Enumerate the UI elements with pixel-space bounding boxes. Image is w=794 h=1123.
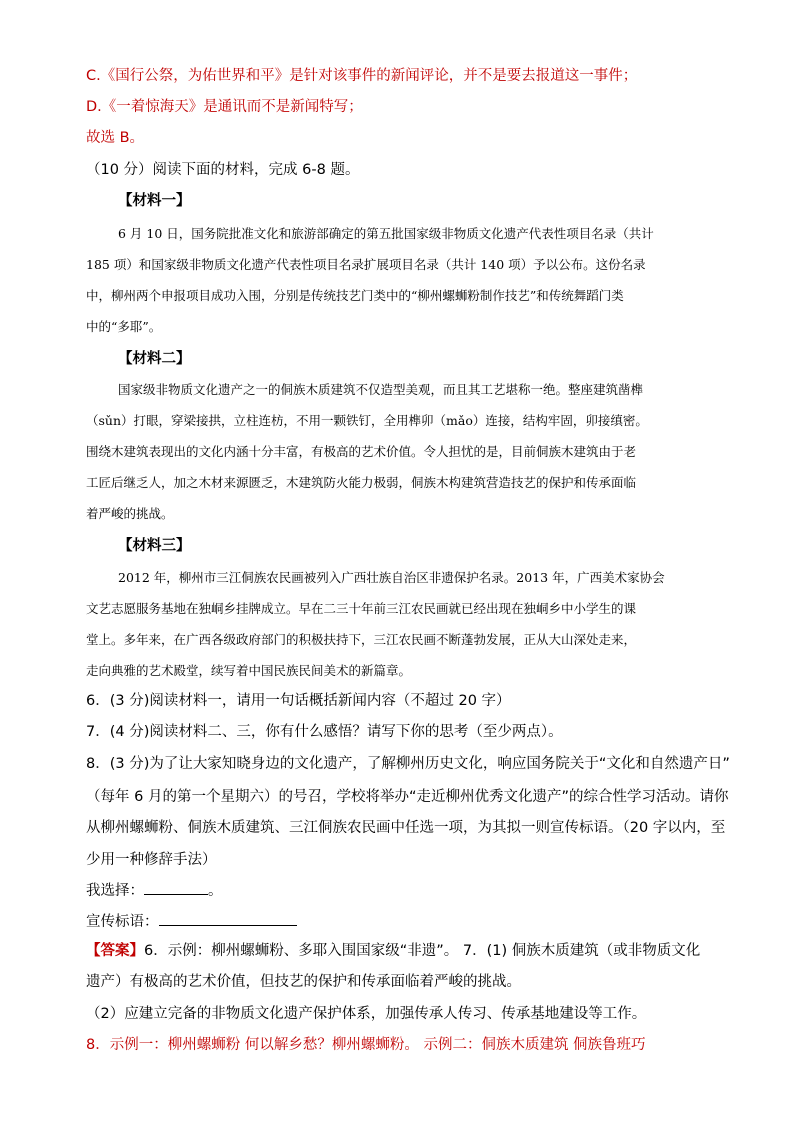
question-8-line: 8．(3 分)为了让大家知晓身边的文化遗产，了解柳州历史文化，响应国务院关于“文化和自然遗产日”: [86, 756, 730, 772]
question-6: 6．(3 分)阅读材料一，请用一句话概括新闻内容（不超过 20 字）: [86, 693, 511, 709]
option-c-analysis: C.《国行公祭，为佑世界和平》是针对该事件的新闻评论，并不是要去报道这一事件；: [86, 68, 638, 84]
material-one-line: 中，柳州两个申报项目成功入围，分别是传统技艺门类中的“柳州螺蛳粉制作技艺”和传统舞蹈门类: [86, 288, 624, 303]
material-three-line: 堂上。多年来，在广西各级政府部门的积极扶持下，三江农民画不断蓬勃发展，正从大山深处走来，: [86, 632, 637, 647]
question-7: 7．(4 分)阅读材料二、三，你有什么感悟？请写下你的思考（至少两点）。: [86, 724, 563, 740]
answer-8-line: [86, 1035, 646, 1055]
slogan-blank[interactable]: [159, 911, 297, 926]
answer-8-number: 8．: [86, 1037, 110, 1053]
choice-prompt: [86, 880, 223, 901]
answer-choice: 故选 B。: [86, 130, 145, 146]
answer-line: 遗产）有极高的艺术价值，但技艺的保护和传承面临着严峻的挑战。: [86, 974, 521, 990]
material-two-line: 着严峻的挑战。: [86, 506, 174, 521]
question-8-line: 少用一种修辞手法）: [86, 852, 217, 868]
choice-period: 。: [208, 883, 223, 899]
material-two-line: 围绕木建筑表现出的文化内涵十分丰富，有极高的艺术价值。令人担忧的是，目前侗族木建筑由于老: [86, 444, 637, 459]
question-8-line: 从柳州螺蛳粉、侗族木质建筑、三江侗族农民画中任选一项，为其拟一则宣传标语。（20 字以内，至: [86, 820, 726, 836]
answer-8-text: 示例一：柳州螺蛳粉 何以解乡愁？柳州螺蛳粉。 示例二：侗族木质建筑 侗族鲁班巧: [109, 1037, 646, 1053]
material-one-line: 中的“多耶”。: [86, 319, 162, 334]
material-two-line: 工匠后继乏人，加之木材来源匮乏，木建筑防火能力极弱，侗族木构建筑营造技艺的保护和传承面临: [86, 475, 637, 490]
option-d-analysis: D.《一着惊海天》是通讯而不是新闻特写；: [86, 99, 363, 115]
slogan-prompt: [86, 911, 297, 932]
material-two-line: （sǔn）打眼，穿梁接拱，立柱连枋，不用一颗铁钉，全用榫卯（mǎo）连接，结构牢固，卯接缜密。: [86, 413, 648, 428]
material-three-line: 文艺志愿服务基地在独峒乡挂牌成立。早在二三十年前三江农民画就已经出现在独峒乡中小学生的课: [86, 601, 637, 616]
answer-text: 6．示例：柳州螺蛳粉、多耶入围国家级“非遗”。 7．(1) 侗族木质建筑（或非物质文化: [144, 943, 701, 959]
material-three-heading: 【材料三】: [118, 538, 191, 554]
answer-line: [86, 941, 700, 961]
material-one-heading: 【材料一】: [118, 193, 191, 209]
material-two-heading: 【材料二】: [118, 351, 191, 367]
choice-label: 我选择：: [86, 883, 144, 899]
material-three-line: 2012 年，柳州市三江侗族农民画被列入广西壮族自治区非遗保护名录。2013 年，广西美术家协会: [118, 570, 665, 585]
slogan-label: 宣传标语：: [86, 914, 159, 930]
material-two-line: 国家级非物质文化遗产之一的侗族木质建筑不仅造型美观，而且其工艺堪称一绝。整座建筑凿榫: [118, 382, 644, 397]
material-three-line: 走向典雅的艺术殿堂，续写着中国民族民间美术的新篇章。: [86, 663, 412, 678]
question-8-line: （每年 6 月的第一个星期六）的号召，学校将举办“走近柳州优秀文化遗产”的综合性学习活动。请你: [86, 789, 729, 805]
choice-blank[interactable]: [144, 880, 208, 895]
material-one-line: 6 月 10 日，国务院批准文化和旅游部确定的第五批国家级非物质文化遗产代表性项目名录（共计: [118, 226, 654, 241]
section-instruction: （10 分）阅读下面的材料，完成 6-8 题。: [86, 162, 360, 178]
answer-line: （2）应建立完备的非物质文化遗产保护体系，加强传承人传习、传承基地建设等工作。: [86, 1006, 647, 1022]
material-one-line: 185 项）和国家级非物质文化遗产代表性项目名录扩展项目名录（共计 140 项）予以公布。这份名录: [86, 257, 646, 272]
answer-tag: 【答案】: [86, 943, 144, 959]
